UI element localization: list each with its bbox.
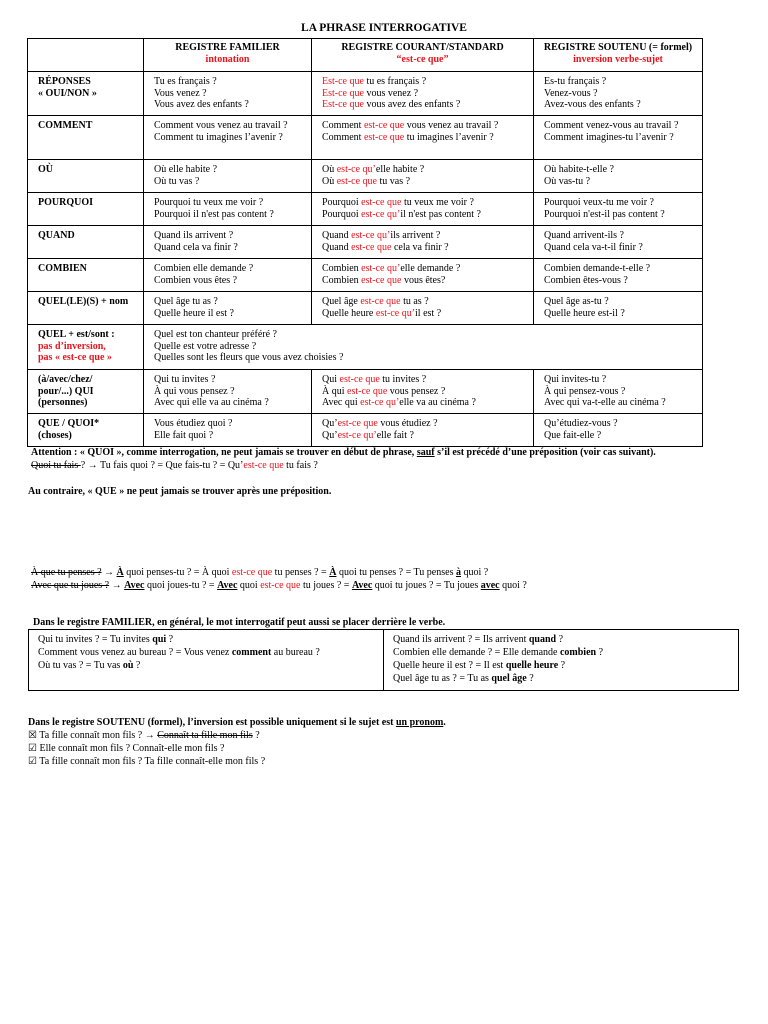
cell-soutenu: Es-tu français ? Venez-vous ? Avez-vous des enfants ?	[534, 72, 703, 116]
row-label: COMMENT	[28, 116, 144, 160]
table-row	[28, 160, 703, 193]
cell-familier: Où elle habite ? Où tu vas ?	[144, 160, 312, 193]
cell-familier: Pourquoi tu veux me voir ? Pourquoi il n'est pas content ?	[144, 193, 312, 226]
contraire-note: Au contraire, « QUE » ne peut jamais se trouver après une préposition.	[28, 486, 332, 497]
table-header-row	[28, 39, 703, 72]
row-label: QUEL(LE)(S) + nom	[28, 292, 144, 325]
arrow-icon: →	[104, 567, 115, 578]
cell-soutenu: Qu’étudiez-vous ? Que fait-elle ?	[534, 414, 703, 447]
jouer-example: Avec que tu joues ? → Avec quoi joues-tu ? = Avec quoi est-ce que tu joues ? = Avec quoi tu joues ? = Tu joues avec quoi ?	[31, 580, 527, 591]
cell-courant: Est-ce que tu es français ? Est-ce que vous venez ? Est-ce que vous avez des enfants ?	[312, 72, 534, 116]
soutenu-example-right-1: ☑ Elle connaît mon fils ? Connaît-elle mon fils ?	[28, 743, 225, 754]
cell-familier: Combien elle demande ? Combien vous êtes ?	[144, 259, 312, 292]
table-row	[28, 226, 703, 259]
familier-left-cell: Qui tu invites ? = Tu invites qui ? Comment vous venez au bureau ? = Vous venez comment au bureau ? Où tu vas ? = Tu vas où ?	[29, 630, 384, 691]
header-familier: REGISTRE FAMILIER intonation	[144, 39, 312, 72]
soutenu-example-right-2: ☑ Ta fille connaît mon fils ? Ta fille connaît-elle mon fils ?	[28, 756, 266, 767]
cell-courant: Quand est-ce qu’ils arrivent ? Quand est-ce que cela va finir ?	[312, 226, 534, 259]
table-row	[28, 116, 703, 160]
cell-familier: Quand ils arrivent ? Quand cela va finir ?	[144, 226, 312, 259]
cell-soutenu: Comment venez-vous au travail ? Comment imagines-tu l’avenir ?	[534, 116, 703, 160]
row-label: (à/avec/chez/ pour/...) QUI (personnes)	[28, 370, 144, 414]
row-label: QUAND	[28, 226, 144, 259]
cell-familier: Vous étudiez quoi ? Elle fait quoi ?	[144, 414, 312, 447]
arrow-icon: →	[144, 730, 155, 741]
cell-familier: Quel âge tu as ? Quelle heure il est ?	[144, 292, 312, 325]
check-box-icon: ☑	[28, 743, 37, 754]
table-row	[28, 325, 703, 370]
cell-courant: Comment est-ce que vous venez au travail ? Comment est-ce que tu imagines l’avenir ?	[312, 116, 534, 160]
header-soutenu: REGISTRE SOUTENU (= formel) inversion verbe-sujet	[534, 39, 703, 72]
soutenu-intro: Dans le registre SOUTENU (formel), l’inversion est possible uniquement si le sujet est un pronom.	[28, 717, 446, 728]
cell-courant: Qui est-ce que tu invites ? À qui est-ce que vous pensez ? Avec qui est-ce qu’elle va au cinéma ?	[312, 370, 534, 414]
penser-example: À que tu penses ? → À quoi penses-tu ? = À quoi est-ce que tu penses ? = À quoi tu penses ? = Tu penses à quoi ?	[31, 567, 489, 578]
familier-right-cell: Quand ils arrivent ? = Ils arrivent quand ? Combien elle demande ? = Elle demande combien ? Quelle heure il est ? = Il est quelle heure ? Quel âge tu as ? = Tu as quel âge ?	[384, 630, 739, 691]
quoi-example: Quoi tu fais ? → Tu fais quoi ? = Que fais-tu ? = Qu’est-ce que tu fais ?	[31, 460, 318, 471]
page-title: LA PHRASE INTERROGATIVE	[301, 22, 467, 34]
cell-soutenu: Pourquoi veux-tu me voir ? Pourquoi n'est-il pas content ?	[534, 193, 703, 226]
interrogative-table	[27, 38, 703, 447]
cell-soutenu: Quel âge as-tu ? Quelle heure est-il ?	[534, 292, 703, 325]
cell-courant: Qu’est-ce que vous étudiez ? Qu’est-ce qu’elle fait ?	[312, 414, 534, 447]
cell-courant: Quel âge est-ce que tu as ? Quelle heure est-ce qu’il est ?	[312, 292, 534, 325]
soutenu-example-wrong: ☒ Ta fille connaît mon fils ? → Connaît ta fille mon fils ?	[28, 730, 260, 741]
row-label: RÉPONSES « OUI/NON »	[28, 72, 144, 116]
familier-intro: Dans le registre FAMILIER, en général, le mot interrogatif peut aussi se placer derrière le verbe.	[33, 617, 446, 628]
table-row	[28, 414, 703, 447]
cell-familier: Qui tu invites ? À qui vous pensez ? Avec qui elle va au cinéma ?	[144, 370, 312, 414]
cell-soutenu: Combien demande-t-elle ? Combien êtes-vous ?	[534, 259, 703, 292]
arrow-icon: →	[87, 460, 98, 471]
cell-familier: Comment vous venez au travail ? Comment tu imagines l’avenir ?	[144, 116, 312, 160]
cell-courant: Où est-ce qu’elle habite ? Où est-ce que tu vas ?	[312, 160, 534, 193]
cell-soutenu: Qui invites-tu ? À qui pensez-vous ? Avec qui va-t-elle au cinéma ?	[534, 370, 703, 414]
table-row	[28, 292, 703, 325]
cell-courant: Combien est-ce qu’elle demande ? Combien est-ce que vous êtes?	[312, 259, 534, 292]
cell-courant: Pourquoi est-ce que tu veux me voir ? Pourquoi est-ce qu’il n'est pas content ?	[312, 193, 534, 226]
table-row	[28, 259, 703, 292]
row-label: POURQUOI	[28, 193, 144, 226]
cell-familier: Tu es français ? Vous venez ? Vous avez des enfants ?	[144, 72, 312, 116]
familier-table	[28, 629, 739, 691]
cell-soutenu: Quand arrivent-ils ? Quand cela va-t-il finir ?	[534, 226, 703, 259]
table-row	[28, 72, 703, 116]
row-label: COMBIEN	[28, 259, 144, 292]
table-row	[28, 370, 703, 414]
attention-note: Attention : « QUOI », comme interrogation, ne peut jamais se trouver en début de phrase, sauf s’il est précédé d’une préposition (voir cas suivant).	[31, 447, 656, 458]
cell-merged: Quel est ton chanteur préféré ? Quelle est votre adresse ? Quelles sont les fleurs que vous avez choisies ?	[144, 325, 703, 370]
row-label: QUE / QUOI* (choses)	[28, 414, 144, 447]
cross-box-icon: ☒	[28, 730, 37, 741]
row-label: OÙ	[28, 160, 144, 193]
table-row	[28, 193, 703, 226]
header-courant: REGISTRE COURANT/STANDARD “est-ce que”	[312, 39, 534, 72]
cell-soutenu: Où habite-t-elle ? Où vas-tu ?	[534, 160, 703, 193]
check-box-icon: ☑	[28, 756, 37, 767]
row-label: QUEL + est/sont : pas d’inversion, pas « est-ce que »	[28, 325, 144, 370]
arrow-icon: →	[111, 580, 122, 591]
